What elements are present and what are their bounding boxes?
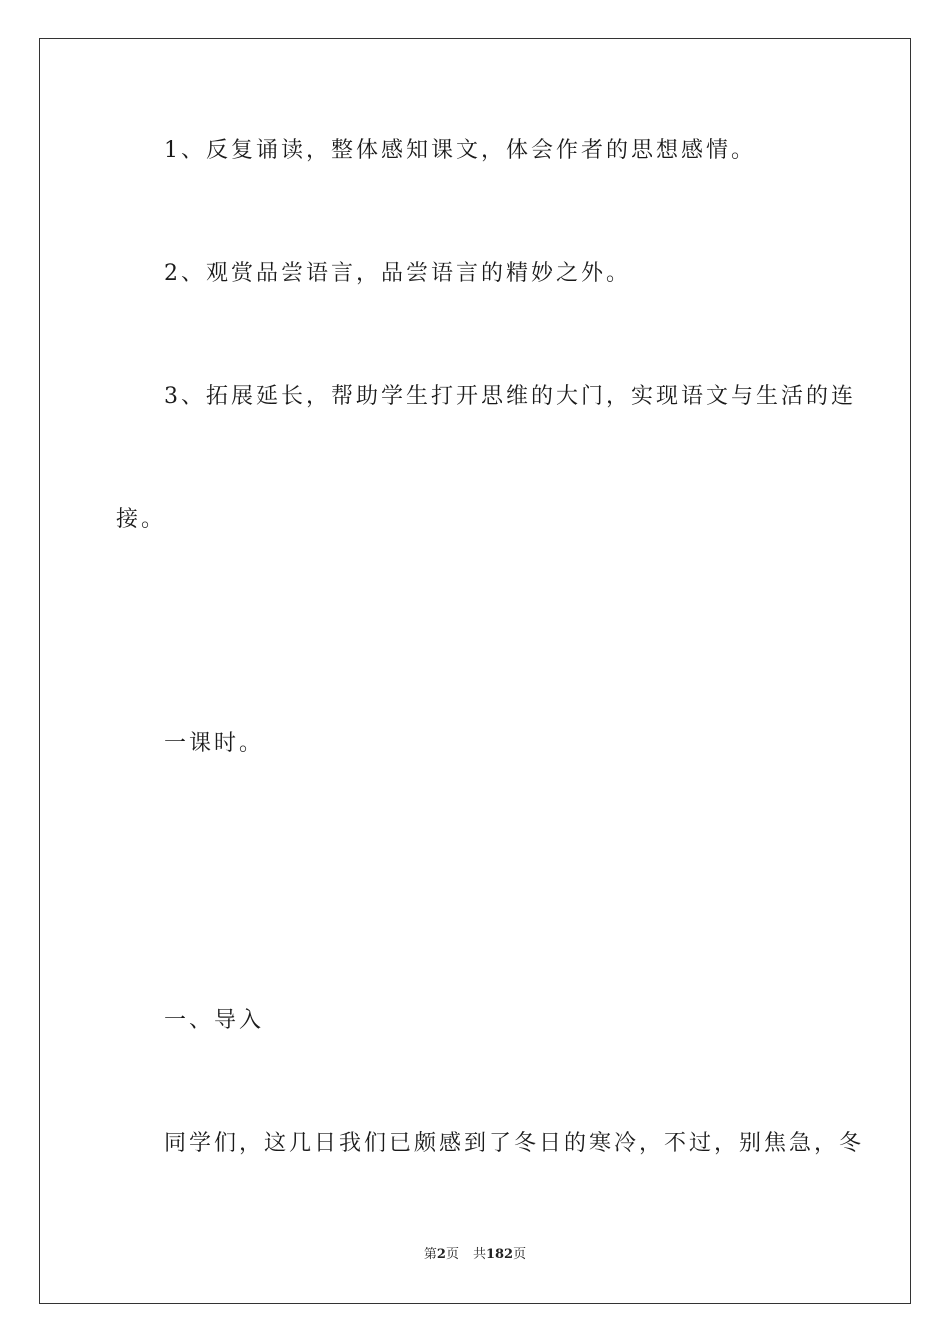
footer-total-prefix: 共 (472, 1247, 486, 1262)
footer-page-number: 2 (436, 1247, 446, 1262)
paragraph-objective-2: 2、观赏品尝语言，品尝语言的精妙之外。 (164, 261, 631, 286)
footer-total-pages: 182 (485, 1247, 514, 1262)
paragraph-objective-1: 1、反复诵读，整体感知课文，体会作者的思想感情。 (164, 138, 756, 163)
footer-page-prefix: 第 (423, 1247, 437, 1262)
paragraph-introduction-text: 同学们，这几日我们已颇感到了冬日的寒冷，不过，别焦急，冬 (164, 1131, 865, 1156)
section-heading-introduction: 一、导入 (164, 1008, 265, 1033)
footer-page-suffix: 页 (445, 1247, 459, 1262)
paragraph-class-hours: 一课时。 (164, 731, 265, 756)
page-footer (0, 1246, 950, 1264)
footer-total-suffix: 页 (513, 1247, 527, 1262)
paragraph-objective-3-continued: 接。 (116, 507, 167, 532)
paragraph-objective-3: 3、拓展延长，帮助学生打开思维的大门，实现语文与生活的连 (164, 384, 856, 409)
page-border (39, 38, 911, 1304)
